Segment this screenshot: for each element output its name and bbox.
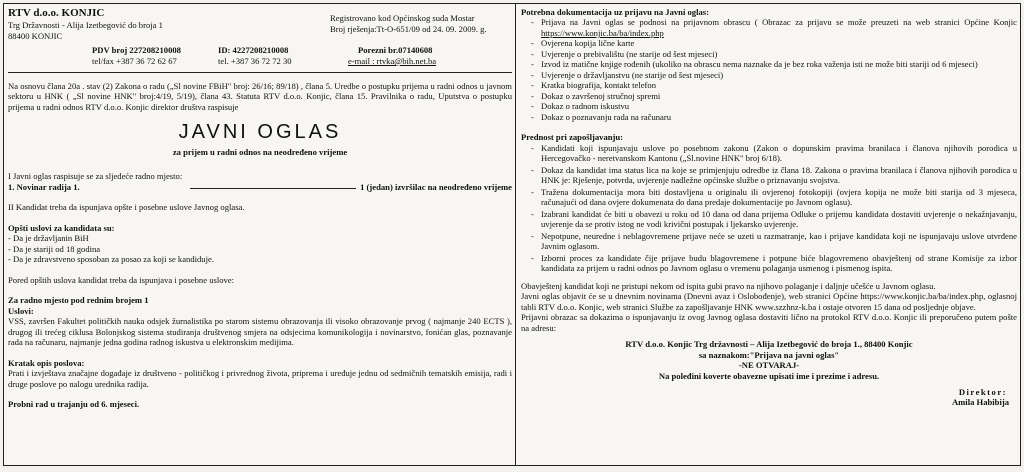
notice-subtitle: za prijem u radni odnos na neodređeno vrijeme (172, 146, 348, 157)
list-item: - Nepotpune, neuredne i neblagovremene prijave neće se uzeti u razmatranje, kao i prijave kandidata koji ne ispunjavaju uslove utvrđene Javnim oglasom. (521, 231, 1017, 252)
special-conditions-lead: Pored opštih uslova kandidat treba da ispunjava i posebne uslove: (8, 274, 235, 285)
registry-line-1: Registrovano kod Općinskog suda Mostar (330, 13, 475, 23)
priority-heading: Prednost pri zapošljavanju: (521, 132, 624, 143)
job-description-heading: Kratak opis poslova: (8, 357, 85, 368)
notice-title: JAVNI OGLAS (178, 121, 342, 144)
position-name: 1. Novinar radija 1. (8, 181, 80, 192)
intro-paragraph: Na osnovu člana 20a . stav (2) Zakona o radu („Sl novine FBiH" broj: 26/16; 89/18) , člana 5. Uredbe o postupku prijema u radni odnos u javnom sektoru u HNK ( „Sl novine HNK" broj:4/19, 5/19), člana 43. Statuta RTV d.o.o. Konjic, člana 15. Pravilnika o radu, Uputstva o postupku prijema u radni odnos RTV d.o.o. Konjic direktor društva raspisuje (8, 81, 512, 112)
left-column (8, 7, 512, 463)
company-name: RTV d.o.o. KONJIC (8, 7, 105, 19)
list-item (521, 17, 1017, 38)
list-item: - Kratka biografija, kontakt telefon (521, 80, 1017, 90)
list-item: - Izvod iz matične knjige rođenih (ukoliko na obrascu nema naznake da je bez roka važenja isti ne može biti stariji od 6 mjeseci) (521, 59, 1017, 69)
documents-list (521, 17, 1017, 122)
list-item: - Dokaz o završenoj stručnoj spremi (521, 91, 1017, 101)
section-2: II Kandidat treba da ispunjava opšte i posebne uslove Javnog oglasa. (8, 202, 245, 213)
closing-paragraph-2: Javni oglas objavit će se u dnevnim novinama (Dnevni avaz i Oslobođenje), web stranici Općine https://www.konjic.ba/ba/index.php, oglasnoj tabli RTV d.o.o. Konjic, web stranici Službe za zapošljavanje HNK www.szzhnz-k.ba i ostaje otvoren 15 dana od posljednje objave. (521, 291, 1017, 312)
special-conditions-heading: Za radno mjesto pod rednim brojem 1 (8, 295, 149, 306)
position-line (190, 182, 356, 189)
documents-first-item: Prijava na Javni oglas se podnosi na prijavnom obrascu ( Obrazac za prijavu se može preuzeti na web stranici Općine Konjic (541, 17, 1017, 28)
list-item: - Kandidati koji ispunjavaju uslove po posebnom zakonu (Zakon o dopunskim pravima branilaca i članova njihovih porodica u Hercegovačko - neretvanskom Kantonu („Sl.novine HNK" broj 6/18). (521, 143, 1017, 164)
conditions-subheading: Uslovi: (8, 305, 34, 316)
closing-paragraph-1: Obavještenj kandidat koji ne pristupi nekom od ispita gubi pravo na njihovo polaganje i daljnje učešće u Javnom oglasu. (521, 280, 936, 291)
email[interactable]: e-mail : rtvka@bih.net.ba (348, 56, 437, 66)
general-conditions-heading: Opšti uslovi za kandidata su: (8, 222, 115, 233)
signature-role: Direktor: (958, 386, 1007, 397)
column-divider (515, 4, 516, 465)
letterhead (8, 7, 512, 69)
conditions-text: VSS, završen Fakultet političkih nauka odsjek žurnalistika po starom sistemu obrazovanja ili visoko obrazovanje prvog ( najmanje 240 ECTS ), drugog ili trećeg ciklusa Bolonjskog sistema studiranja društvenog smjera na odsjecima komunikologija i novinarstvo, fonićan glas, poznavanje rada na računaru, najmanje jedna godina radnog iskustva u elektronskim medijima. (8, 316, 512, 348)
list-item: - Dokaz o radnom iskustvu (521, 101, 1017, 111)
position-row (8, 182, 512, 192)
envelope-instruction: Na poleđini koverte obavezne upisati ime i prezime i adresu. (658, 370, 880, 381)
document-page (3, 3, 1021, 466)
address-line-1: Trg Državnosti - Alija Izetbegović do broja 1 (8, 20, 163, 30)
do-not-open: -NE OTVARAJ- (738, 360, 800, 371)
list-item: - Ovjerena kopija lične karte (521, 38, 1017, 48)
header-rule (8, 72, 512, 73)
list-item: - Uvjerenje o prebivalištu (ne starije od šest mjeseci) (521, 49, 1017, 59)
list-item: - Izborni proces za kandidate čije prijave budu blagovremene i potpune biće blagovremeno obavještenj od strane Komisije za izbor kandidata za prijem u radni odnos po Javnom oglasu o vremenu polaganja usmenog i pismenog ispita. (521, 253, 1017, 274)
priority-list (521, 143, 1017, 274)
general-condition-item: - Da je stariji od 18 godina (8, 243, 101, 254)
lead-sentence: I Javni oglas raspisuje se za sljedeće radno mjesto: (8, 171, 183, 182)
konjic-website-link[interactable]: https://www.konjic.ba/ba/index.php (541, 27, 664, 38)
pdv-number: PDV broj 227208210008 (92, 45, 181, 55)
tax-number: Porezni br.07140608 (358, 45, 433, 55)
list-item: - Izabrani kandidat će biti u obavezi u roku od 10 dana od dana prijema Odluke o prijemu kandidata dostaviti uvjerenje o nekažnjavanju, uvjerenje da se protiv istog ne vodi krivični postupak i ljekarsko uvjerenje. (521, 209, 1017, 230)
list-item: - Dokaz da kandidat ima status lica na koje se primjenjuju odredbe iz člana 18. Zakona o pravima branilaca i članova njihovih porodica u HNK je: Rješenje, potvrda, uvjerenje nadležne općinske službe o priznavanju svojstva. (521, 165, 1017, 186)
telfax: tel/fax +387 36 72 62 67 (92, 56, 177, 66)
address-line-2: 88400 KONJIC (8, 31, 63, 41)
id-number: ID: 4227208210008 (218, 45, 289, 55)
registry-line-2: Broj rješenja:Tt-O-651/09 od 24. 09. 2009. g. (330, 24, 487, 34)
signature-name: Amila Habibija (951, 397, 1009, 408)
probation-note: Probni rad u trajanju od 6. mjeseci. (8, 399, 140, 410)
general-condition-item: - Da je državljanin BiH (8, 233, 89, 244)
telephone: tel. +387 36 72 72 30 (218, 56, 292, 66)
right-column (521, 7, 1017, 463)
address-note: sa naznakom:"Prijava na javni oglas" (698, 349, 840, 360)
position-count: 1 (jedan) izvršilac na neodređeno vrijeme (360, 181, 512, 192)
list-item: - Uvjerenje o državljanstvu (ne starije od šest mjeseci) (521, 70, 1017, 80)
list-item: - Dokaz o poznavanju rada na računaru (521, 112, 1017, 122)
list-item: - Tražena dokumentacija mora biti dostavljena u originalu ili ovjerenoj fotokopiji (ovjera kopija ne može biti starija od 3 mjeseca, računajući od dana ovjere dokumenata do dana predaje dokumentacije po Javnom oglasu). (521, 187, 1017, 208)
general-condition-item: - Da je zdravstveno sposoban za posao za koji se kandiduje. (8, 254, 214, 265)
job-description-text: Prati i izvještava značajne događaje iz društveno - političkog i privrednog života, priprema i uređuje jednu od sedmičnih tematskih emisija, radi i druge poslove po nalogu urednika radija. (8, 368, 512, 389)
address-line: RTV d.o.o. Konjic Trg državnosti – Alija Izetbegović do broja 1., 88400 Konjic (625, 339, 913, 350)
documents-heading: Potrebna dokumentacija uz prijavu na Javni oglas: (521, 7, 709, 17)
closing-paragraph-3: Prijavni obrazac sa dokazima o ispunjavanju iz ovog Javnog oglasa dostaviti lično na protokol RTV d.o.o. Konjic ili preporučeno putem pošte na adresu: (521, 312, 1017, 333)
